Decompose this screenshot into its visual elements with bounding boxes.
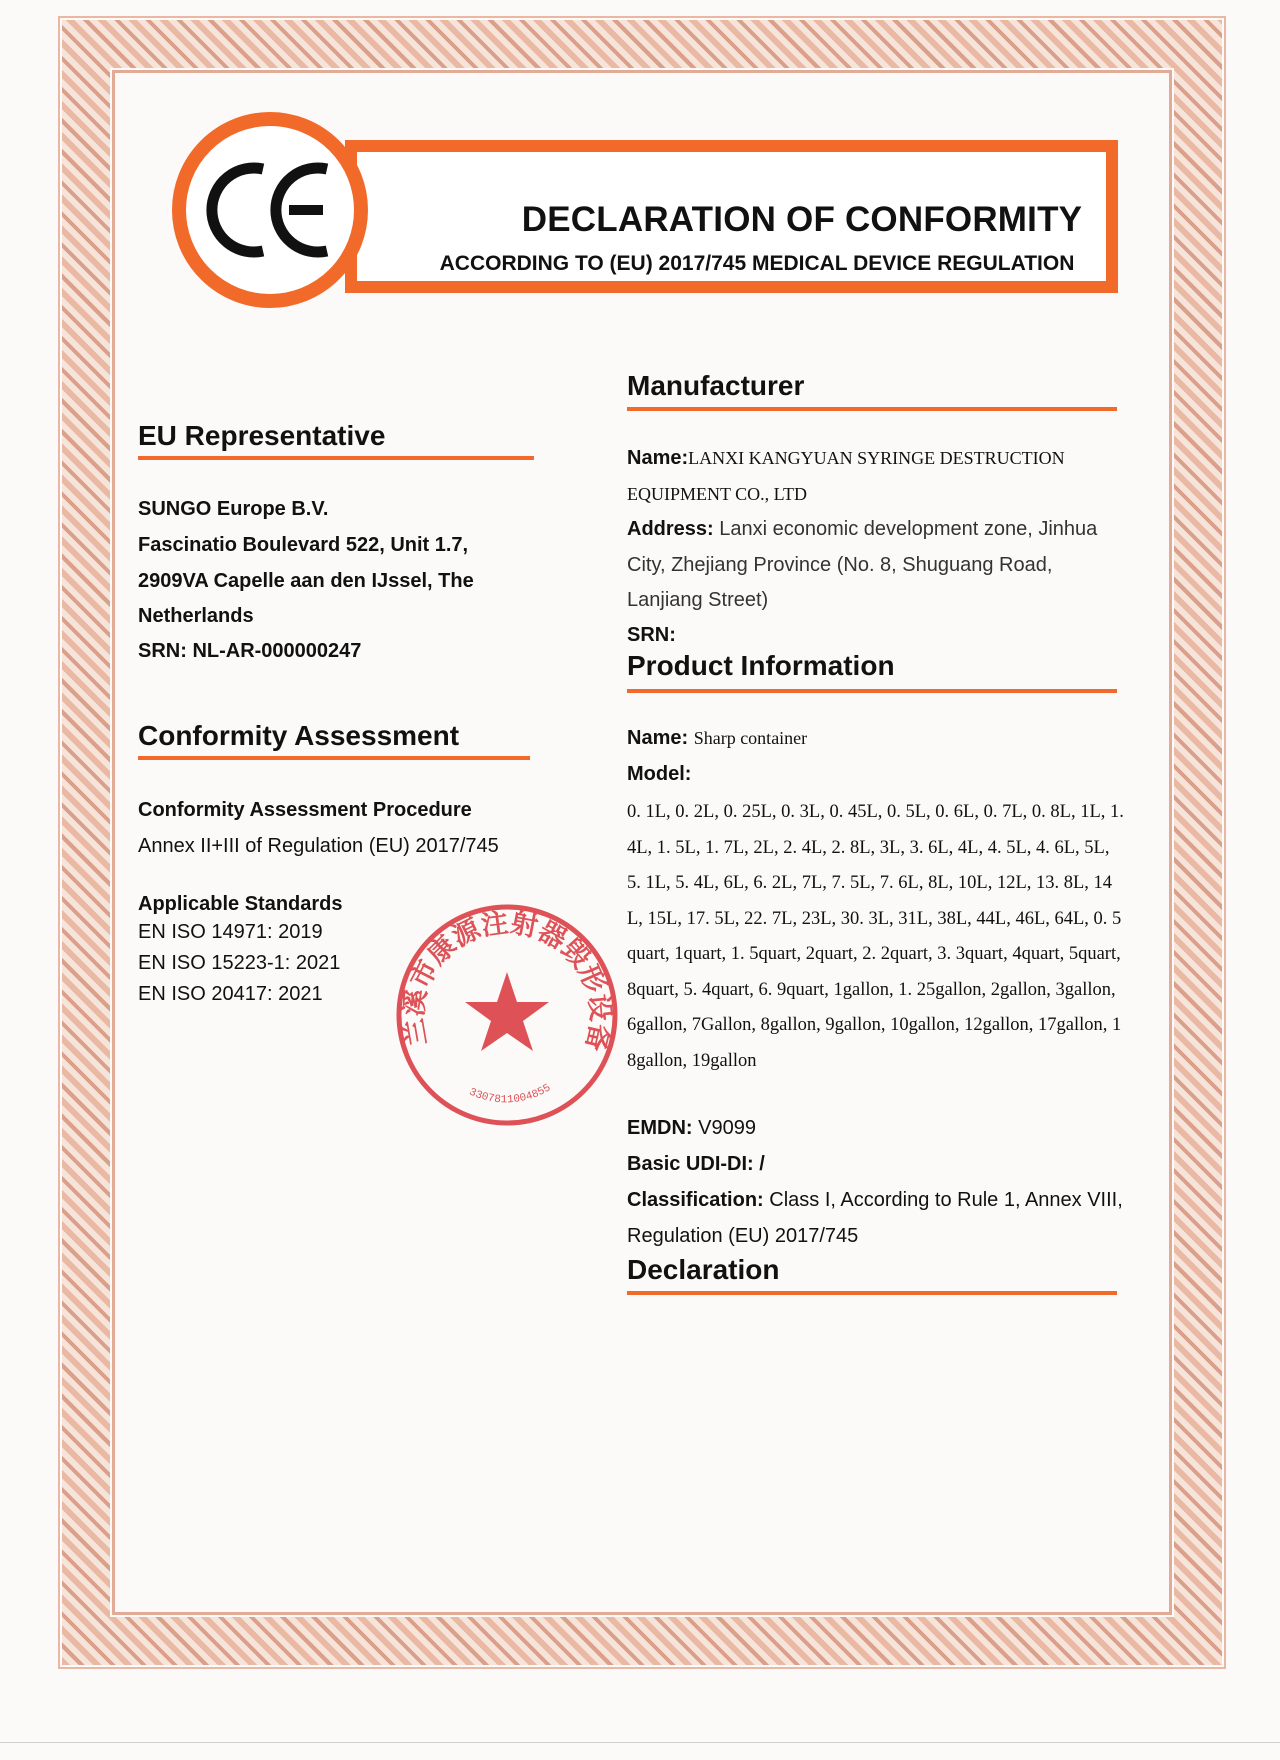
product-classification-value: Class I, According to Rule 1, Annex VIII, Regulation (EU) 2017/745	[627, 1189, 1123, 1247]
eu-rep-line-3: 2909VA Capelle aan den IJssel, The	[138, 570, 474, 592]
seal-company-name: 兰溪市康源注射器毁形设备	[398, 907, 616, 1054]
manufacturer-address-value: Lanxi economic development zone, Jinhua City, Zhejiang Province (No. 8, Shuguang Road, Lanjiang Street)	[627, 518, 1098, 611]
product-rule	[627, 689, 1117, 693]
product-emdn	[627, 1111, 1127, 1146]
product-udi-value: /	[759, 1153, 765, 1175]
eu-rep-line-2: Fascinatio Boulevard 522, Unit 1.7,	[138, 534, 469, 556]
procedure-value: Annex II+III of Regulation (EU) 2017/745	[138, 835, 499, 857]
product-name-label: Name:	[627, 727, 689, 749]
eu-rep-srn: SRN: NL-AR-000000247	[138, 640, 362, 662]
conformity-assessment-heading: Conformity Assessment	[138, 720, 460, 751]
product-emdn-label: EMDN:	[627, 1117, 693, 1139]
manufacturer-address-label: Address:	[627, 518, 714, 540]
manufacturer-name-label: Name:	[627, 447, 689, 469]
product-udi	[627, 1147, 1127, 1182]
eu-rep-line-1: SUNGO Europe B.V.	[138, 498, 329, 520]
product-emdn-value: V9099	[698, 1117, 756, 1139]
product-heading: Product Information	[627, 650, 895, 681]
seal-number: 3307811004855	[467, 1082, 554, 1107]
manufacturer-name-value: LANXI KANGYUAN SYRINGE DESTRUCTION EQUIPMENT CO., LTD	[627, 448, 1065, 504]
eu-representative-heading: EU Representative	[138, 420, 386, 451]
eu-rep-line-4: Netherlands	[138, 605, 254, 627]
product-name	[627, 721, 1127, 756]
standard-item-3: EN ISO 20417: 2021	[138, 983, 323, 1005]
product-model-label: Model:	[627, 763, 692, 785]
standard-item-2: EN ISO 15223-1: 2021	[138, 952, 341, 974]
product-model-list: 0. 1L, 0. 2L, 0. 25L, 0. 3L, 0. 45L, 0. 5L, 0. 6L, 0. 7L, 0. 8L, 1L, 1. 4L, 1. 5L, 1. 7L, 2L, 2. 4L, 2. 8L, 3L, 3. 6L, 4L, 4. 5L, 4. 6L, 5L, 5. 1L, 5. 4L, 6L, 6. 2L, 7L, 7. 5L, 7. 6L, 8L, 10L, 12L, 13. 8L, 14L, 15L, 17. 5L, 22. 7L, 23L, 30. 3L, 31L, 38L, 44L, 46L, 64L, 0. 5quart, 1quart, 1. 5quart, 2quart, 2. 2quart, 3. 3quart, 4quart, 5quart, 8quart, 5. 4quart, 6. 9quart, 1gallon, 1. 25gallon, 2gallon, 3gallon, 6gallon, 7Gallon, 8gallon, 9gallon, 10gallon, 12gallon, 17gallon, 18gallon, 19gallon	[627, 802, 1124, 1071]
manufacturer-srn: SRN:	[627, 624, 676, 646]
title-banner	[345, 140, 1118, 293]
page-bottom-divider	[0, 1742, 1280, 1743]
document-title: DECLARATION OF CONFORMITY	[521, 200, 1083, 239]
product-classification-label: Classification:	[627, 1189, 764, 1211]
product-udi-label: Basic UDI-DI:	[627, 1153, 754, 1175]
conformity-assessment-rule	[138, 756, 530, 760]
manufacturer-heading: Manufacturer	[627, 370, 805, 401]
declaration-heading: Declaration	[627, 1254, 780, 1285]
procedure-label: Conformity Assessment Procedure	[138, 799, 472, 821]
manufacturer-name	[627, 441, 1127, 512]
manufacturer-rule	[627, 407, 1117, 411]
product-classification	[627, 1183, 1127, 1254]
eu-representative-rule	[138, 456, 534, 460]
declaration-rule	[627, 1291, 1117, 1295]
company-seal	[392, 900, 622, 1130]
ce-mark-icon	[205, 155, 335, 265]
ce-mark-logo	[172, 112, 368, 308]
standard-item-1: EN ISO 14971: 2019	[138, 921, 323, 943]
document-subtitle: ACCORDING TO (EU) 2017/745 MEDICAL DEVICE REGULATION	[439, 252, 1075, 275]
seal-star-icon	[465, 972, 549, 1051]
manufacturer-address	[627, 512, 1127, 619]
standards-label: Applicable Standards	[138, 893, 343, 915]
product-name-value: Sharp container	[693, 728, 808, 748]
